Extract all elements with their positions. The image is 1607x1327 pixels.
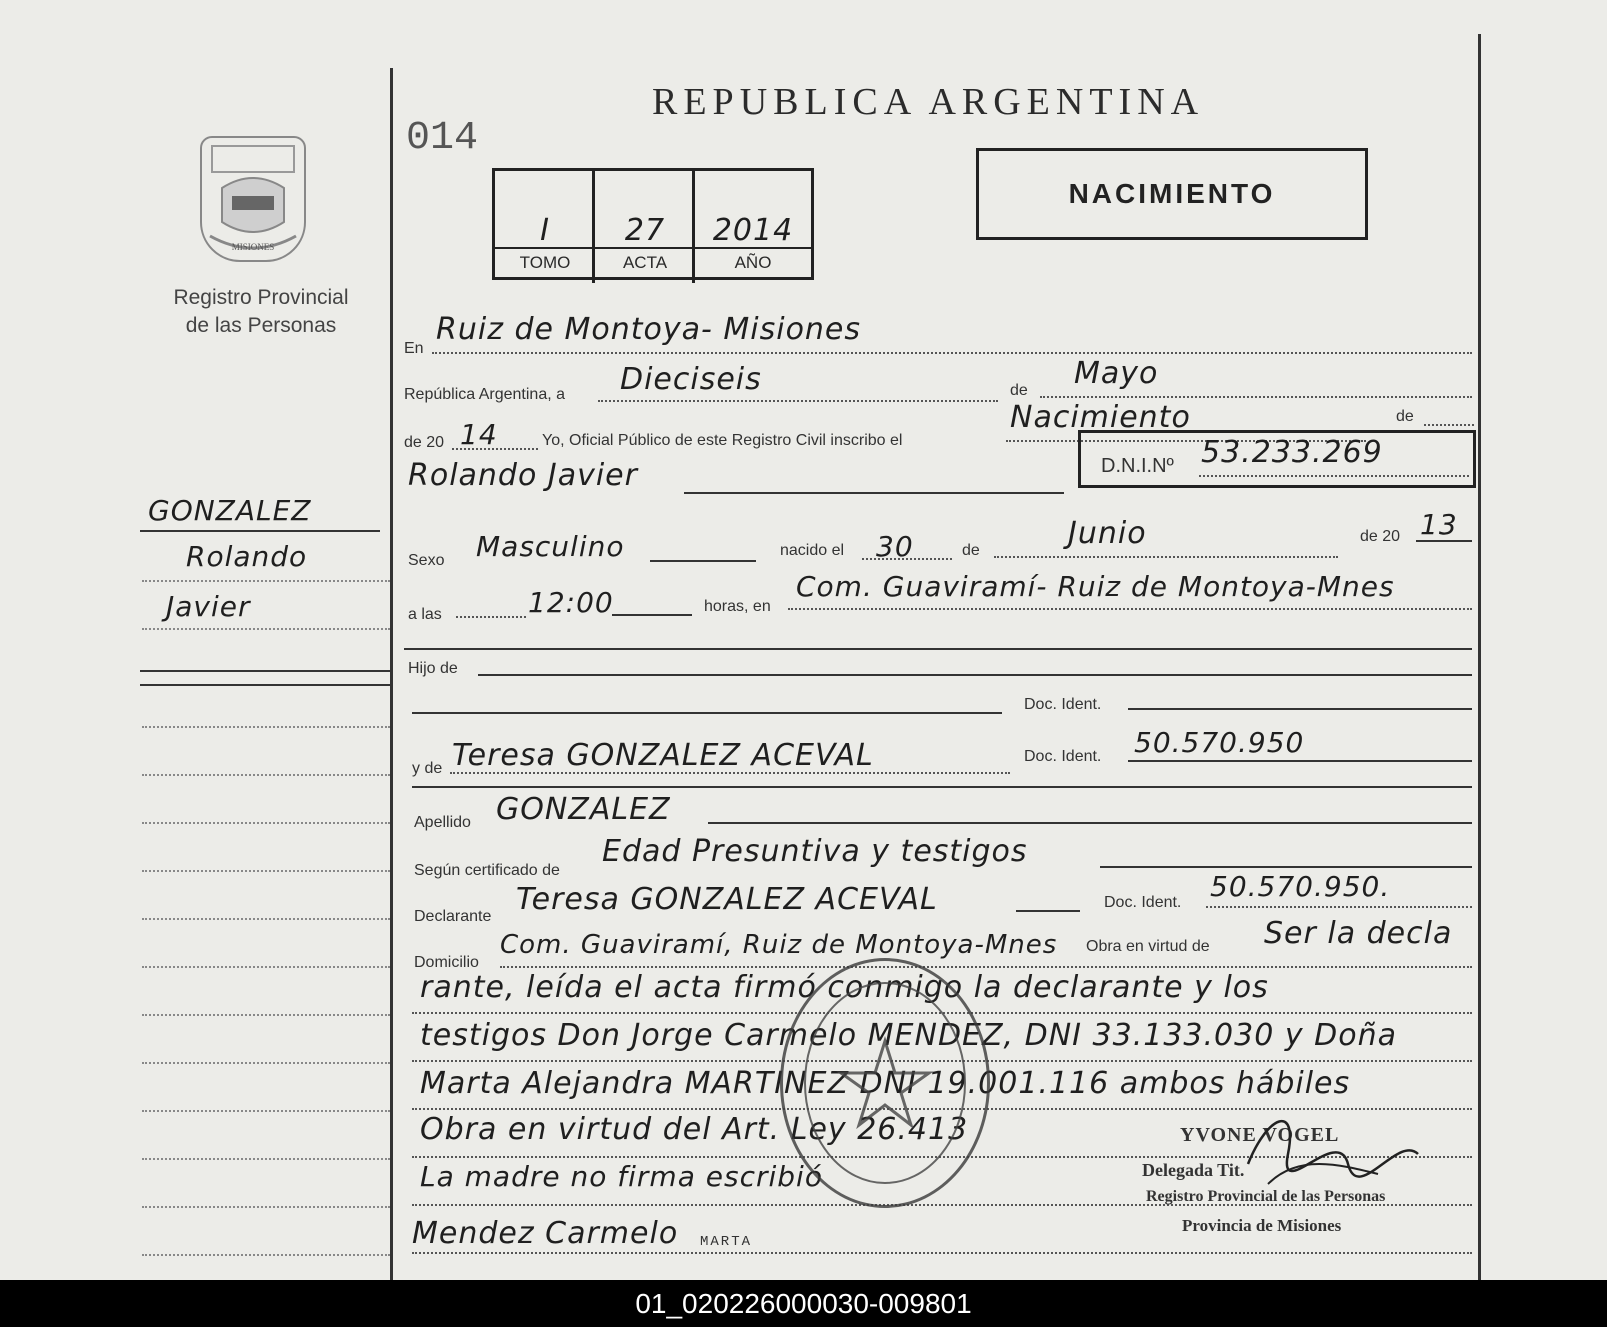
label-doc-ident-1: Doc. Ident. bbox=[1024, 696, 1102, 713]
label-obra: Obra en virtud de bbox=[1086, 938, 1210, 955]
serial-number: 014 bbox=[406, 116, 479, 161]
label-en: En bbox=[404, 340, 424, 357]
witness-signature-2: MARTA bbox=[700, 1234, 753, 1250]
field-declarante: Teresa GONZALEZ ACEVAL bbox=[516, 882, 938, 917]
official-title: Delegada Tit. bbox=[1142, 1160, 1245, 1180]
official-signature-icon bbox=[1228, 1094, 1428, 1198]
field-dia: Dieciseis bbox=[620, 362, 762, 397]
field-mes: Mayo bbox=[1074, 356, 1159, 391]
label-sexo: Sexo bbox=[408, 552, 445, 569]
acta-label: ACTA bbox=[595, 247, 695, 277]
label-de-20: de 20 bbox=[404, 434, 445, 451]
field-nacido-anio: 13 bbox=[1420, 508, 1458, 541]
acta-value: 27 bbox=[624, 213, 666, 248]
margin-given-name-1: Rolando bbox=[186, 540, 308, 573]
field-madre-doc: 50.570.950 bbox=[1134, 726, 1305, 759]
registry-name-line2: de las Personas bbox=[185, 314, 337, 337]
record-box bbox=[492, 168, 814, 280]
label-doc-ident-2: Doc. Ident. bbox=[1024, 748, 1102, 765]
label-segun: Según certificado de bbox=[414, 862, 560, 879]
label-de-1: de bbox=[1010, 382, 1028, 399]
label-republica: República Argentina, a bbox=[404, 386, 565, 403]
body-line-3: Marta Alejandra MARTINEZ DNI 19.001.116 ambos hábiles bbox=[420, 1066, 1351, 1101]
ano-value: 2014 bbox=[712, 213, 794, 248]
margin-surname: GONZALEZ bbox=[148, 494, 312, 527]
registry-name-line1: Registro Provincial bbox=[173, 286, 349, 309]
label-yo-oficial: Yo, Oficial Público de este Registro Civil inscribo el bbox=[542, 432, 903, 449]
label-nacido: nacido el bbox=[780, 542, 845, 559]
official-province: Provincia de Misiones bbox=[1182, 1216, 1342, 1235]
label-domicilio: Domicilio bbox=[414, 954, 479, 971]
field-nombre: Rolando Javier bbox=[408, 458, 638, 493]
official-office: Registro Provincial de las Personas bbox=[1146, 1188, 1386, 1205]
svg-text:MISIONES: MISIONES bbox=[231, 242, 275, 252]
tomo-label: TOMO bbox=[495, 247, 595, 277]
document-type-box: NACIMIENTO bbox=[976, 148, 1368, 240]
label-dni: D.N.I.Nº bbox=[1101, 455, 1174, 477]
field-madre: Teresa GONZALEZ ACEVAL bbox=[452, 738, 874, 773]
label-hijo-de: Hijo de bbox=[408, 660, 458, 677]
witness-signature-1: Mendez Carmelo bbox=[412, 1216, 679, 1251]
body-line-2: testigos Don Jorge Carmelo MENDEZ, DNI 33.133.030 y Doña bbox=[420, 1018, 1397, 1053]
field-apellido: GONZALEZ bbox=[496, 792, 671, 827]
label-doc-ident-3: Doc. Ident. bbox=[1104, 894, 1182, 911]
label-de-3: de bbox=[962, 542, 980, 559]
margin-given-name-2: Javier bbox=[166, 590, 251, 623]
field-lugar-nacimiento: Com. Guaviramí- Ruiz de Montoya-Mnes bbox=[796, 570, 1395, 603]
label-y-de: y de bbox=[412, 760, 443, 777]
official-round-stamp bbox=[780, 958, 990, 1208]
field-sexo: Masculino bbox=[476, 530, 625, 563]
ano-label: AÑO bbox=[695, 247, 811, 277]
field-anio: 14 bbox=[460, 418, 498, 451]
label-de-2: de bbox=[1396, 408, 1414, 425]
official-name: YVONE VOGEL bbox=[1180, 1124, 1340, 1146]
label-de-20b: de 20 bbox=[1360, 528, 1401, 545]
label-apellido: Apellido bbox=[414, 814, 471, 831]
label-horas-en: horas, en bbox=[704, 598, 771, 615]
field-certificado: Edad Presuntiva y testigos bbox=[602, 834, 1028, 869]
field-acto: Nacimiento bbox=[1010, 400, 1191, 435]
field-lugar: Ruiz de Montoya- Misiones bbox=[436, 312, 862, 347]
misiones-seal-icon bbox=[200, 136, 306, 262]
body-line-5: La madre no firma escribió bbox=[420, 1160, 823, 1193]
field-declarante-doc: 50.570.950. bbox=[1210, 870, 1391, 903]
file-id-footer: 01_020226000030-009801 bbox=[0, 1280, 1607, 1327]
tomo-value: I bbox=[540, 213, 550, 248]
right-frame-line bbox=[1478, 34, 1481, 1280]
document-title: REPUBLICA ARGENTINA bbox=[652, 81, 1205, 123]
dni-box bbox=[1078, 430, 1476, 488]
field-obra-virtud: Ser la decla bbox=[1264, 916, 1453, 951]
field-hora: 12:00 bbox=[528, 586, 614, 619]
field-domicilio: Com. Guaviramí, Ruiz de Montoya-Mnes bbox=[500, 930, 1058, 960]
label-declarante: Declarante bbox=[414, 908, 492, 925]
body-line-1: rante, leída el acta firmó conmigo la declarante y los bbox=[420, 970, 1269, 1005]
label-a-las: a las bbox=[408, 606, 442, 623]
field-nacido-mes: Junio bbox=[1068, 516, 1147, 551]
body-line-4: Obra en virtud del Art. Ley 26.413 bbox=[420, 1112, 969, 1147]
field-nacido-dia: 30 bbox=[876, 530, 914, 563]
left-frame-line bbox=[390, 68, 393, 1280]
field-dni: 53.233.269 bbox=[1201, 435, 1383, 470]
